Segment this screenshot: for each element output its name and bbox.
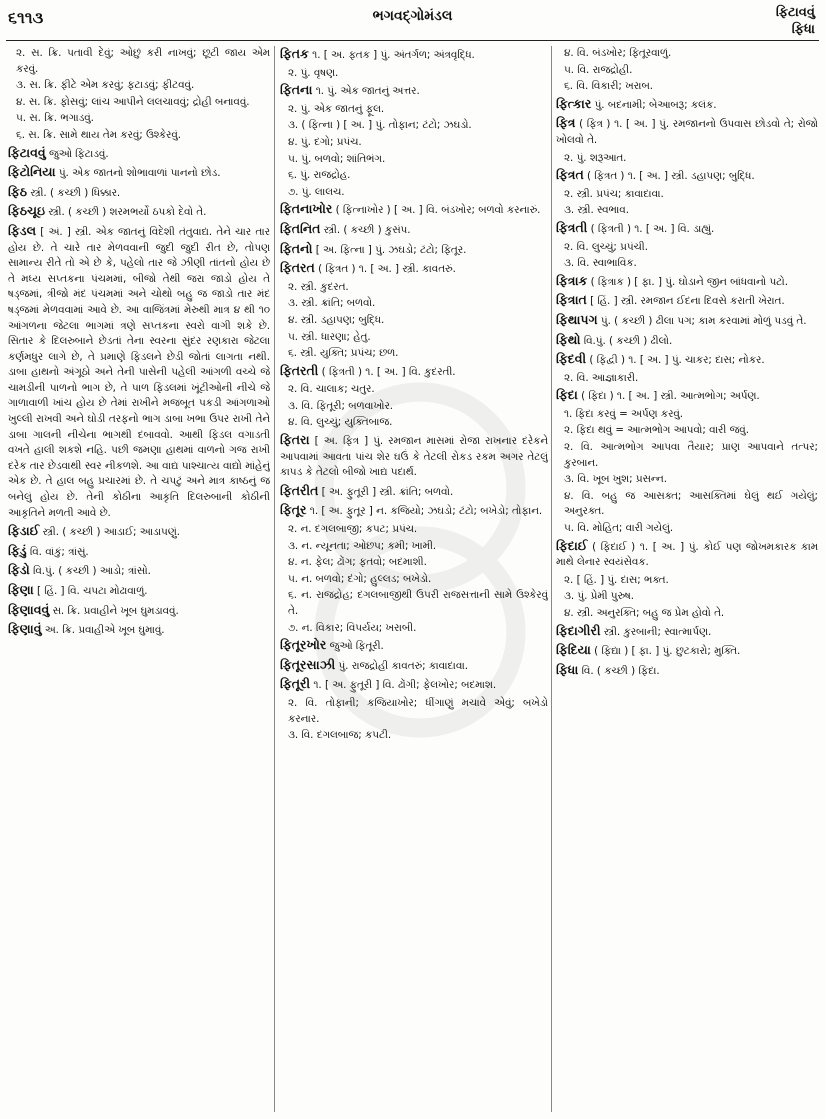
headword: ફિતૂરસાઝી (280, 656, 336, 672)
headword: ફિતરત (280, 260, 315, 276)
dictionary-entry (556, 538, 818, 571)
headword: ફિદવી (556, 351, 587, 367)
headword: ફિતરીત (280, 482, 319, 498)
dictionary-entry (556, 96, 818, 114)
sense-line (280, 346, 548, 362)
definition-text: વિ. વાંકું; ત્રાંસું. (29, 545, 89, 558)
headword: ફિદા (556, 387, 578, 403)
column-3 (556, 46, 818, 1116)
sense-line (280, 280, 548, 296)
headword: ફિઠચૂઇ (8, 203, 46, 219)
headword: ફિતનાખોર (280, 201, 333, 217)
sense-line (556, 589, 818, 605)
definition-text: ૨. વિ. તોફાની; કજિયાખોર; ધીંગાણું મચાવે એવું; બખેડો કરનાર. (288, 696, 548, 725)
definition-text: ૩. ( ફિત્ના ) [ અ. ] પું. તોફાન; ટંટો; ઝઘડો. (288, 119, 472, 132)
sense-line (280, 152, 548, 168)
sense-line (280, 522, 548, 538)
definition-text: ૩. સ્ત્રી. ક્રાંતિ; બળવો. (288, 297, 376, 310)
column-divider (551, 46, 552, 1112)
book-title: ભગવદ્ગોમંડલ (372, 8, 453, 24)
headword: ફિત્કાર (556, 95, 592, 111)
definition-text: ૩. વિ. સ્વાભાવિક. (564, 257, 637, 270)
definition-text: ૨. ફિદા થવું = આત્મભોગ આપવો; વારી જવું. (564, 424, 749, 437)
headword: ફિતૂરી (280, 676, 311, 692)
headword: ફિડો (8, 562, 30, 578)
dictionary-entry (556, 292, 818, 310)
dictionary-entry (280, 241, 548, 259)
sense-line (280, 415, 548, 431)
sense-line (556, 407, 818, 423)
definition-text: વિ. ( કચ્છી ) ફિદા. (581, 664, 660, 677)
definition-text: અ. ક્રિ. પ્રવાહીએ ખૂબ ઘુમાવું. (44, 624, 165, 637)
dictionary-entry (280, 260, 548, 278)
sense-line (280, 728, 548, 744)
headword: ફિઠ (8, 183, 28, 199)
headword: ફિણા (8, 582, 34, 597)
sense-line (556, 46, 818, 62)
sense-line (8, 95, 270, 111)
headword: ફિતક (280, 46, 309, 61)
definition-text: ૨. પું. એક જાતનું ફૂલ. (288, 102, 385, 115)
sense-line (280, 168, 548, 184)
sense-line (280, 185, 548, 201)
definition-text: ૧. પું. એક જાતનું અત્તર. (315, 85, 420, 98)
definition-text: [ હિં. ] વિ. ચપટા મોઢાવાળું. (37, 585, 148, 597)
definition-text: ૨. [ હિં. ] પું. દાસ; ભક્ત. (564, 573, 669, 586)
dictionary-entry (8, 562, 270, 580)
definition-text: ૨. ન. દગલબાજી; કપટ; પ્રપંચ. (288, 523, 418, 536)
definition-text: ૫. ન. બળવો; દંગો; હુલ્લડ; બખેડો. (288, 572, 432, 585)
sense-line (556, 63, 818, 79)
dictionary-entry (556, 167, 818, 185)
sense-line (280, 382, 548, 398)
definition-text: ( ફિદ્વી ) ૧. [ અ. ] પું. ચાકર; દાસ; નોકર. (589, 354, 765, 367)
sense-line (556, 256, 818, 272)
sense-line (556, 521, 818, 537)
definition-text: ૪. સ. ક્રિ. ફોસવું; લાંચ આપીને લલચાવવું; દ્રોહી બનાવવું. (16, 95, 250, 108)
sense-line (280, 539, 548, 555)
guide-word-bottom: ફિધા (791, 22, 815, 37)
definition-text: ( ફિત્રત ) ૧. [ અ. ] સ્ત્રી. કાવતરું. (318, 263, 456, 276)
definition-text: ( ફિત્રતી ) ૧. [ અ. ] વિ. ડાહ્યું. (590, 222, 715, 235)
definition-text: ૨. વિ. આત્મભોગ આપવા તૈયાર; પ્રાણ આપવાને તત્પર; કુરબાન. (564, 441, 818, 469)
definition-text: ૩. સ્ત્રી. સ્વભાવ. (564, 204, 629, 217)
definition-text: પું. બદનામી; બેઆબરૂ; કલંક. (594, 98, 717, 111)
definition-text: ૪. પું. દગો; પ્રપંચ. (288, 135, 362, 148)
definition-text: ( ફિદા ) ૧. [ અ. ] સ્ત્રી. આત્મભોગ; અર્પણ. (581, 390, 760, 403)
headword: ફિણાવવું (8, 601, 50, 617)
headword: ફિત્રાક (556, 272, 588, 288)
definition-text: ૪. ન. ફેલ; ઢોંગ; ફતવો; બદમાશી. (288, 556, 427, 569)
definition-text: ૭. ન. વિકાર; વિપર્યય; ખરાબી. (288, 621, 417, 634)
dictionary-entry (280, 676, 548, 694)
definition-text: ૪. વિ. બંડખોર; ફિતૂરવાળું. (564, 47, 672, 59)
dictionary-entry (280, 432, 548, 481)
definition-text: ૫. સ્ત્રી. ધારણા; હેતુ. (288, 330, 371, 343)
definition-text: ૧. [ અ. ફુતૂર ] ન. કજિયો; ઝઘડો; ટંટો; બખેડો; તોફાન. (309, 505, 543, 518)
dictionary-entry (280, 502, 548, 520)
headword: ફિતૂરખોર (280, 637, 327, 653)
definition-text: ૨. સ્ત્રી. કુદરત. (288, 280, 349, 293)
dictionary-entry (556, 387, 818, 405)
headword: ફિત્રતી (556, 219, 588, 235)
headword: ફિતૂર (280, 502, 307, 518)
column-divider (274, 46, 275, 1112)
sense-line (280, 572, 548, 588)
headword: ફિદિયા (556, 642, 591, 658)
sense-line (280, 330, 548, 346)
definition-text: ૨. પું. વૃષણ. (288, 66, 339, 79)
column-2 (280, 46, 548, 1116)
headword: ફિથાપગ (556, 311, 598, 327)
sense-line (280, 621, 548, 637)
dictionary-entry (556, 351, 818, 369)
definition-text: ૨. વિ. આજ્ઞાકારી. (564, 371, 639, 384)
sense-line (8, 128, 270, 144)
sense-line (556, 573, 818, 589)
sense-line (556, 606, 818, 622)
definition-text: સ્ત્રી. ( કચ્છી ) કુસંપ. (323, 223, 411, 236)
dictionary-entry (8, 543, 270, 561)
definition-text: ( ફિત્રત ) ૧. [ અ. ] સ્ત્રી. ડહાપણ; બુદ્ધિ. (587, 170, 755, 183)
sense-line (280, 296, 548, 312)
sense-line (556, 423, 818, 439)
definition-text: સ. ક્રિ. પ્રવાહીને ખૂબ ઘુમડાવવું. (52, 604, 179, 617)
sense-line (556, 371, 818, 387)
definition-text: ૫. સ. ક્રિ. ભગાડવું. (16, 112, 94, 125)
definition-text: ૪. વિ. બહુ જ આસક્ત; આસક્તિમાં ઘેલું થઈ ગયેલું; અનુરક્ત. (564, 489, 818, 518)
guide-word-top: ફિટાવવું (775, 5, 815, 20)
dictionary-entry (556, 662, 818, 680)
guide-words (776, 4, 815, 38)
headword: ફિધા (556, 661, 579, 677)
dictionary-entry (8, 621, 270, 639)
sense-line (280, 66, 548, 82)
definition-text: સ્ત્રી. ( કચ્છી ) શરમભર્યો ઠપકો દેવો તે. (48, 206, 207, 219)
sense-line (556, 187, 818, 203)
definition-text: ૫. પું. બળવો; શાંતિભંગ. (288, 152, 386, 165)
definition-text: ૨. સ્ત્રી. પ્રપંચ; કાવાદાવા. (564, 187, 664, 200)
dictionary-entry (556, 115, 818, 148)
definition-text: [ અ. ફિત્ના ] પું. ઝઘડો; ટંટો; ફિતૂર. (315, 243, 467, 256)
definition-text: ૩. વિ. ખૂબ ખુશ; પ્રસન્ન. (564, 473, 667, 486)
dictionary-entry (556, 273, 818, 291)
definition-text: પું. ( કચ્છી ) ઢીલા પગ; કામ કરવામાં મોળું પડવું તે. (600, 314, 807, 327)
definition-text: ૧. [ અ. ફુતૂરી ] વિ. ઢોંગી; ફેલખોર; બદમાશ. (313, 679, 497, 692)
headword: ફિતરા (280, 432, 310, 448)
definition-text: પું. એક જાતનો શોભાવાળાં પાનનો છોડ. (58, 167, 221, 180)
definition-text: ૩. ન. ન્યૂનતા; ઓછપ; કમી; ખામી. (288, 539, 437, 552)
headword: ફિતનો (280, 240, 313, 256)
headword: ફિત્રત (556, 167, 584, 183)
headword: ફિડલ (8, 222, 37, 238)
dictionary-entry (280, 363, 548, 381)
definition-text: ૬. પું. રાજદ્રોહ. (288, 169, 351, 182)
definition-text: ( ફિદ્યા ) [ ફા. ] પું. છુટકારો; મુક્તિ. (594, 645, 741, 658)
headword: ફિત્ર (556, 115, 576, 131)
dictionary-entry (556, 312, 818, 330)
definition-text: ૨. વિ. લુચ્ચું; પ્રપંચી. (564, 240, 648, 253)
definition-text: ૪. સ્ત્રી. ડહાપણ; બુદ્ધિ. (288, 313, 385, 326)
headword: ફિડાઈ (8, 523, 40, 539)
dictionary-entry (8, 582, 270, 600)
definition-text: જુઓ ફિતૂરી. (329, 640, 384, 653)
sense-line (280, 118, 548, 134)
headword: ફિતના (280, 82, 313, 98)
headword: ફિથો (556, 331, 581, 347)
definition-text: સ્ત્રી. કુરબાની; સ્વાત્માર્પણ. (603, 625, 712, 638)
definition-text: ૬. સ. ક્રિ. સામે થાય તેમ કરવું; ઉશ્કેરવું. (16, 128, 182, 141)
sense-line (556, 79, 818, 95)
dictionary-entry (280, 82, 548, 100)
dictionary-entry (8, 164, 270, 182)
definition-text: [ અં. ] સ્ત્રી. એક જાતનું વિદેશી તંતુવાદ્ય. તેને ચાર તાર હોય છે. તે ચારે તાર મેળવવાની જુદી જુદી રીત છે, તોપણ સામાન્ય રીતે તો એ છે કે, પહેલો તાર જે ઝીણી તાંતનો હોય છે તે મધ્ય સપ્તકના પંચમમાં, બીજો તેથી જરા જાડો હોય તે ષડ્જમાં, ત્રીજો મંદ પંચમમાં અને ચોથો બહુ જ જાડો તાર મંદ ષડ્જમાં મેળવવામાં આવે છે. આ વાજિંત્રમાં મેરુથી માત્ર ૪ થી ૧૦ આંગળના જેટલા ભાગમાં ત્રણે સપ્તકના સ્વરો વાગી શકે છે. સિતાર કે દિલરુબાને છેડતાં તેના સ્વરના સુંદર રણકારા જેટલા કર્ણમધુર લાગે છે, તે પ્રમાણે ફિડલને છેડી જોતાં લાગતા નથી. ડાબા હાથનો અંગૂઠો અને તેની પાસેની પહેલી આંગળી વચ્ચે જે ચામડીની પાળનો ભાગ છે, તે પાળ ફિડલમાં ખૂંટીઓની નીચે જે ગાળાવાળી ખાંચ હોય છે તેમાં રાખીને મજબૂત પકડી આંગળાઓ ખુલ્લી રાખવી અને ઘોડી તરફનો ભાગ ડાબા ખભા ઉપર રાખી તેને ડાબા ગાલની નીચેના ભાગથી દબાવવો. આથી ફિડલ વગાડતી વખતે હાલી શકશે નહિ. પછી જમણા હાથમાં વાળનો ગજ રાખી દરેક તાર છેડવાથી સ્વર નીકળશે. આ વાદ્ય પાશ્ચાત્ય વાદ્યો માંહેનું એક છે. તે હાલ બહુ પ્રચારમાં છે. તે ચપટું અને માત્ર કાષ્ઠનું જ બનેલું હોય છે. તેની કોઠીના આકૃતિ દિલરુબાની કોઠીની આકૃતિને મળતી આવે છે. (8, 225, 270, 519)
header-rule (6, 40, 819, 41)
definition-text: ૭. પું. લાલચ. (288, 185, 345, 198)
definition-text: ૩. પું. પ્રેમી પુરુષ. (564, 590, 635, 603)
headword: ફિટોનિયા (8, 164, 56, 180)
definition-text: વિ.પું. ( કચ્છી ) ઢીલો. (583, 334, 673, 347)
definition-text: ( ફિદાઈ ) ૧. [ અ. ] પું. કોઈ પણ જોખમકારક કામ માથે લેનાર સ્વયંસેવક. (556, 540, 818, 569)
sense-line (8, 46, 270, 77)
definition-text: ૨. વિ. ચાલાક; ચતુર. (288, 383, 375, 396)
definition-text: [ અ. ફુતૂરી ] સ્ત્રી. ક્રાંતિ; બળવો. (321, 485, 454, 498)
sense-line (556, 203, 818, 219)
definition-text: ૪. વિ. લુચ્ચું; યુક્તિબાજ. (288, 416, 393, 429)
sense-line (280, 102, 548, 118)
definition-text: ( ફિત્ર ) ૧. [ અ. ] પું. રમજાનનો ઉપવાસ છોડવો તે; રોજો ખોલવો તે. (556, 118, 818, 146)
page-number: ૬૧૧૩ (8, 8, 44, 27)
dictionary-entry (280, 637, 548, 655)
headword: ફિત્રાત (556, 292, 587, 308)
dictionary-entry (8, 523, 270, 541)
headword: ફિટાવવું (8, 144, 46, 160)
headword: ફિદાગીરી (556, 622, 601, 638)
sense-line (280, 696, 548, 727)
dictionary-entry (8, 223, 270, 521)
definition-text: ૫. વિ. રાજદ્રોહી. (564, 63, 633, 76)
definition-text: ૨. પું. શરૂઆત. (564, 151, 627, 164)
dictionary-entry (280, 201, 548, 219)
dictionary-entry (280, 483, 548, 501)
headword: ફિડું (8, 542, 27, 558)
definition-text: ( ફિત્રાક ) [ ફા. ] પું. ઘોડાને જીન બાંધવાનો પટો. (590, 275, 789, 288)
sense-line (8, 78, 270, 94)
definition-text: વિ.પું. ( કચ્છી ) આડો; ત્રાંસો. (33, 565, 151, 578)
sense-line (556, 240, 818, 256)
headword: ફિતરતી (280, 362, 319, 378)
column-1 (8, 46, 270, 1116)
definition-text: ૧. [ અ. ફતક ] પું. અંતર્ગળ; અંત્રવૃદ્ધિ. (312, 49, 475, 61)
definition-text: ૫. વિ. મોહિત; વારી ગયેલું. (564, 522, 674, 535)
headword: ફિણાવું (8, 621, 42, 637)
definition-text: ૬. વિ. વિકારી; ખરાબ. (564, 80, 653, 93)
definition-text: ( ફિત્નાખોર ) [ અ. ] વિ. બંડખોર; બળવો કરનારું. (335, 204, 541, 217)
headword: ફિદાઈ (556, 537, 588, 553)
sense-line (280, 135, 548, 151)
headword: ફિતનિત (280, 220, 321, 236)
dictionary-entry (556, 332, 818, 350)
definition-text: [ હિં. ] સ્ત્રી. રમજાન ઈદના દિવસે કરાતી ખેરાત. (590, 295, 785, 308)
definition-text: ૨. સ. ક્રિ. પતાવી દેવું; ઓછું કરી નાખવું; છૂટી જાય એમ કરવું. (16, 47, 270, 75)
definition-text: ૪. સ્ત્રી. અનુરક્તિ; બહુ જ પ્રેમ હોવો તે. (564, 607, 725, 619)
dictionary-entry (8, 184, 270, 202)
definition-text: ( ફિત્રતી ) ૧. [ અ. ] વિ. કુદરતી. (321, 365, 456, 378)
dictionary-entry (280, 657, 548, 675)
sense-line (8, 111, 270, 127)
definition-text: [ અ. ફિત્ર ] પું. રમજાન માસમાં રોજા રાખનાર દરેકને આપવામાં આવતા પાંચ શેર ઘઉં કે તેટલી રોકડ રકમ અગર તેટલું કાપડ કે તેટલો બીજો ખાદ્ય પદાર્થ. (280, 435, 548, 479)
sense-line (556, 489, 818, 520)
sense-line (280, 555, 548, 571)
dictionary-entry (556, 220, 818, 238)
sense-line (556, 440, 818, 471)
definition-text: પું. રાજદ્રોહી કાવતરું; કાવાદાવા. (338, 659, 469, 672)
definition-text: સ્ત્રી. ( કચ્છી ) ધિક્કાર. (30, 186, 121, 199)
sense-line (556, 472, 818, 488)
definition-text: ૩. વિ. દગલબાજ; કપટી. (288, 729, 392, 742)
dictionary-entry (8, 203, 270, 221)
dictionary-entry (8, 145, 270, 163)
definition-text: ૧. ફિદા કરવું = અર્પણ કરવું. (564, 407, 684, 420)
definition-text: જુઓ ફિટાડવું. (48, 147, 109, 160)
sense-line (280, 588, 548, 619)
sense-line (280, 313, 548, 329)
dictionary-entry (280, 221, 548, 239)
dictionary-entry (556, 642, 818, 660)
dictionary-entry (8, 602, 270, 620)
definition-text: ૬. ન. રાજદ્રોહ; દગલબાજીથી ઉપરી રાજસત્તાની સામે ઉશ્કેરવું તે. (288, 589, 548, 617)
sense-line (280, 399, 548, 415)
definition-text: ૩. વિ. ફિતૂરી; બળવાખોર. (288, 399, 394, 412)
definition-text: સ્ત્રી. ( કચ્છી ) આડાઈ; આડાપણું. (42, 526, 180, 539)
definition-text: ૬. સ્ત્રી. યુક્તિ; પ્રપંચ; છળ. (288, 347, 399, 360)
dictionary-entry (280, 46, 548, 64)
sense-line (556, 151, 818, 167)
dictionary-entry (556, 623, 818, 641)
definition-text: ૩. સ. ક્રિ. ફીટે એમ કરવું; ફટાડવું; ફીટવવું. (16, 79, 195, 92)
